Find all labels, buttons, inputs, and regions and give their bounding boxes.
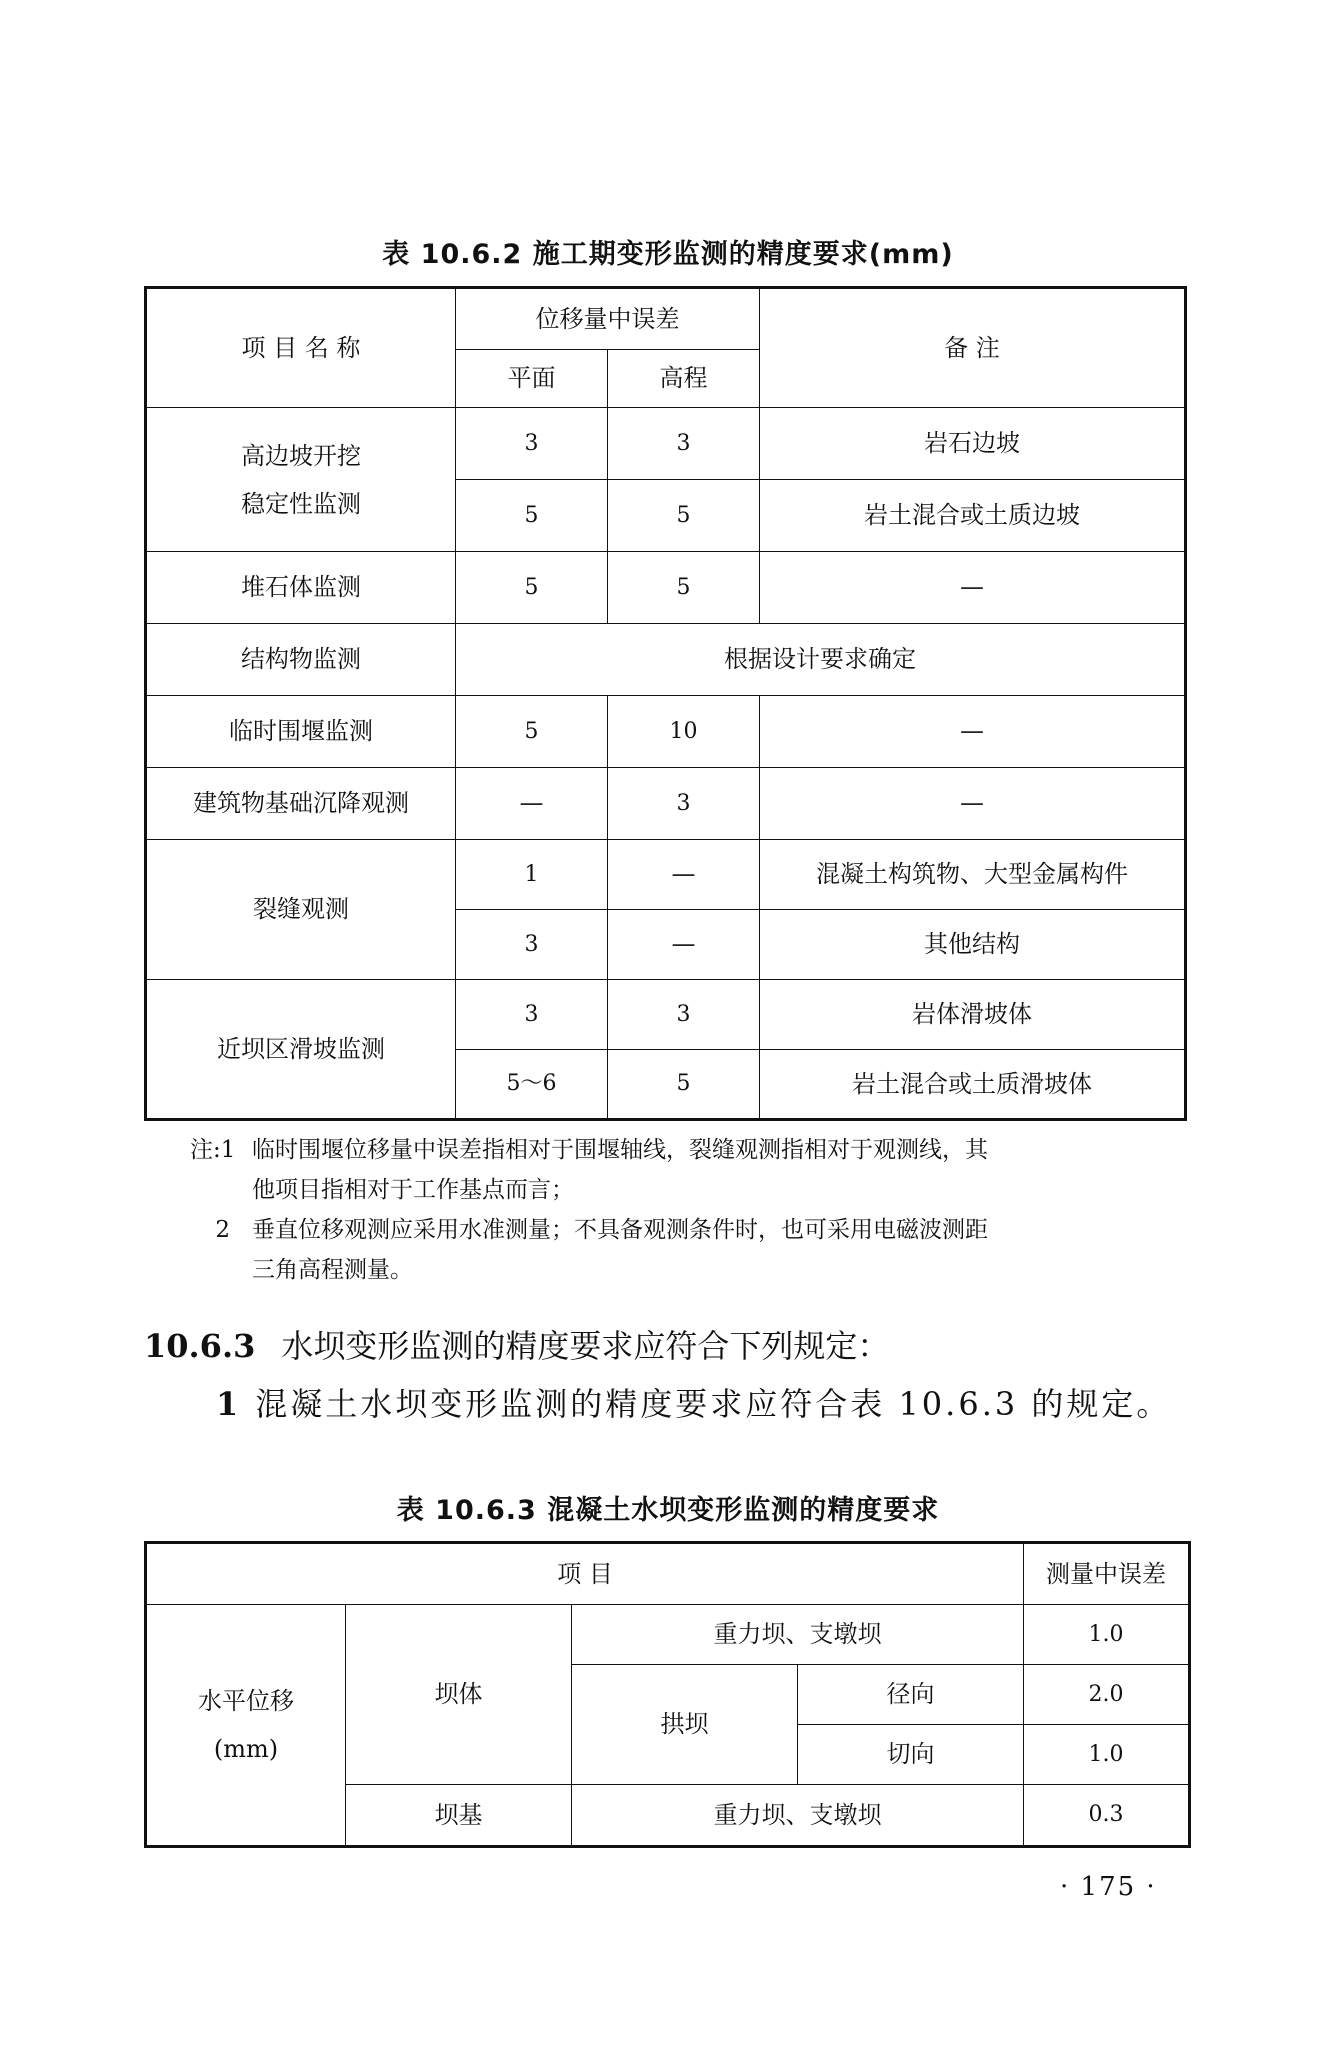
header-plane: 平面 [456, 350, 608, 408]
cell-elevation: 10 [608, 696, 760, 768]
group-horizontal-displacement [146, 1605, 346, 1847]
header-remark: 备 注 [760, 288, 1186, 408]
clause-number: 1 [216, 1385, 242, 1423]
header-measure-error: 测量中误差 [1024, 1543, 1190, 1605]
cell-remark: — [760, 768, 1186, 840]
cell-plane: — [456, 768, 608, 840]
cell-arch-dam: 拱坝 [572, 1665, 798, 1785]
cell-value: 2.0 [1024, 1665, 1190, 1725]
cell-plane: 3 [456, 980, 608, 1050]
cell-elevation: 5 [608, 480, 760, 552]
row-name-line: 高边坡开挖 [241, 441, 361, 470]
note-line: 三角高程测量。 [252, 1257, 413, 1283]
cell-tangential: 切向 [798, 1725, 1024, 1785]
note-label: 注:1 [190, 1137, 236, 1163]
note-text [252, 1210, 1190, 1290]
table-row [146, 552, 1186, 624]
header-item: 项 目 [146, 1543, 1024, 1605]
cell-remark: 其他结构 [760, 910, 1186, 980]
row-name: 结构物监测 [146, 624, 456, 696]
note-line: 垂直位移观测应采用水准测量；不具备观测条件时，也可采用电磁波测距 [252, 1217, 988, 1243]
header-displacement-error: 位移量中误差 [456, 288, 760, 350]
table-row [146, 840, 1186, 910]
cell-gravity-dam: 重力坝、支墩坝 [572, 1605, 1024, 1665]
row-name-line: 稳定性监测 [241, 489, 361, 518]
table-row [146, 768, 1186, 840]
cell-elevation: 3 [608, 980, 760, 1050]
table-row [146, 1605, 1190, 1665]
table-header-row [146, 1543, 1190, 1605]
cell-remark: 岩土混合或土质滑坡体 [760, 1050, 1186, 1120]
cell-remark: 岩石边坡 [760, 408, 1186, 480]
cell-remark: 岩体滑坡体 [760, 980, 1186, 1050]
cell-radial: 径向 [798, 1665, 1024, 1725]
cell-plane: 5 [456, 696, 608, 768]
row-name [146, 408, 456, 552]
cell-value: 1.0 [1024, 1725, 1190, 1785]
note-item [190, 1210, 1190, 1290]
clause-text: 混凝土水坝变形监测的精度要求应符合表 10.6.3 的规定。 [255, 1385, 1172, 1423]
section-text: 水坝变形监测的精度要求应符合下列规定： [281, 1327, 890, 1365]
note-text [252, 1130, 1190, 1210]
cell-elevation: 5 [608, 1050, 760, 1120]
cell-plane: 5 [456, 480, 608, 552]
table-header-row [146, 288, 1186, 350]
cell-value: 0.3 [1024, 1785, 1190, 1847]
section-heading [144, 1318, 889, 1374]
note-line: 他项目指相对于工作基点而言； [252, 1177, 574, 1203]
table2-caption: 表 10.6.3 混凝土水坝变形监测的精度要求 [396, 1495, 940, 1526]
cell-dam-base: 坝基 [346, 1785, 572, 1847]
table-row [146, 408, 1186, 480]
table-construction-deformation-accuracy [144, 286, 1187, 1121]
cell-merged-remark: 根据设计要求确定 [456, 624, 1186, 696]
cell-remark: — [760, 696, 1186, 768]
header-item-name: 项 目 名 称 [146, 288, 456, 408]
table-row [146, 980, 1186, 1050]
note-line: 临时围堰位移量中误差指相对于围堰轴线，裂缝观测指相对于观测线，其 [252, 1137, 988, 1163]
table-row [146, 696, 1186, 768]
table1-caption: 表 10.6.2 施工期变形监测的精度要求(mm) [382, 239, 954, 270]
cell-remark: — [760, 552, 1186, 624]
section-number: 10.6.3 [144, 1327, 256, 1365]
cell-elevation: 5 [608, 552, 760, 624]
row-name: 近坝区滑坡监测 [146, 980, 456, 1120]
cell-elevation: — [608, 910, 760, 980]
table-concrete-dam-accuracy [144, 1541, 1191, 1848]
group-label: 水平位移 [198, 1687, 294, 1715]
row-name: 建筑物基础沉降观测 [146, 768, 456, 840]
cell-plane: 1 [456, 840, 608, 910]
clause-paragraph [144, 1376, 1188, 1432]
row-name: 堆石体监测 [146, 552, 456, 624]
note-item [190, 1130, 1190, 1210]
table-notes [190, 1130, 1190, 1290]
header-elevation: 高程 [608, 350, 760, 408]
cell-plane: 5～6 [456, 1050, 608, 1120]
group-unit: (mm) [213, 1735, 279, 1763]
cell-remark: 混凝土构筑物、大型金属构件 [760, 840, 1186, 910]
row-name: 临时围堰监测 [146, 696, 456, 768]
cell-value: 1.0 [1024, 1605, 1190, 1665]
cell-elevation: 3 [608, 768, 760, 840]
cell-plane: 3 [456, 408, 608, 480]
cell-elevation: 3 [608, 408, 760, 480]
table-row [146, 624, 1186, 696]
cell-elevation: — [608, 840, 760, 910]
note-number: 2 [215, 1217, 230, 1243]
cell-plane: 3 [456, 910, 608, 980]
cell-dam-body: 坝体 [346, 1605, 572, 1785]
row-name: 裂缝观测 [146, 840, 456, 980]
cell-gravity-dam: 重力坝、支墩坝 [572, 1785, 1024, 1847]
cell-remark: 岩土混合或土质边坡 [760, 480, 1186, 552]
cell-plane: 5 [456, 552, 608, 624]
page-number: · 175 · [1060, 1872, 1157, 1902]
